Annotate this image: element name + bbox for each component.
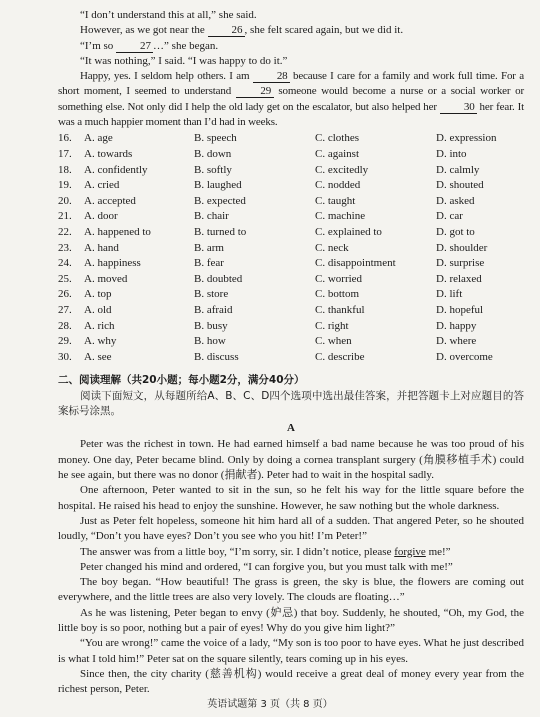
text: “I don’t understand this at all,” she said. [80, 9, 257, 21]
option-c: C. machine [315, 210, 366, 223]
option-d: D. lift [436, 288, 463, 301]
passage-paragraph: Peter changed his mind and ordered, “I can forgive you, but you must talk with me!” [80, 560, 453, 573]
option-b: B. fear [194, 257, 224, 270]
option-d: D. where [436, 335, 477, 348]
blank-26: 26 [208, 24, 245, 37]
option-a: A. hand [84, 241, 119, 254]
passage-paragraph [58, 545, 524, 560]
option-b: B. store [194, 288, 229, 301]
option-c: C. disappointment [315, 257, 396, 270]
question-number: 25. [58, 272, 72, 285]
option-row [58, 178, 524, 194]
blank-29: 29 [236, 85, 274, 98]
text: her fear. It was a much happier moment than I’d had in weeks. [58, 100, 524, 129]
blank-27: 27 [116, 40, 153, 53]
text: me!” [428, 545, 451, 558]
text: The answer was from a little boy, “I’m sorry, sir. I didn’t notice, please [80, 545, 392, 558]
passage-paragraph: Since then, the city charity (慈善机构) would receive a great deal of money every year from the richest person, Peter. [58, 667, 524, 696]
text: …” she began. [153, 39, 219, 52]
option-b: B. expected [194, 194, 246, 207]
option-row [58, 287, 524, 303]
option-d: D. got to [436, 225, 475, 238]
passage-paragraph: One afternoon, Peter wanted to sit in the sun, so he felt his way for the little square before the hospital. He raised his head to enjoy the sunshine. However, he saw nothing but the whole darkness. [58, 484, 524, 512]
option-d: D. calmly [436, 163, 480, 176]
question-number: 22. [58, 225, 72, 238]
question-number: 28. [58, 319, 72, 332]
option-d: D. expression [436, 132, 497, 145]
option-b: B. doubted [194, 272, 243, 285]
option-c: C. bottom [315, 288, 360, 301]
option-b: B. down [194, 147, 232, 160]
question-number: 29. [58, 335, 72, 348]
option-a: A. cried [84, 179, 120, 192]
option-a: A. happiness [84, 257, 141, 270]
option-a: A. old [84, 303, 112, 316]
text: , she felt scared again, but we did it. [244, 24, 404, 37]
option-c: C. neck [315, 241, 349, 254]
exam-page [58, 8, 524, 698]
question-number: 21. [58, 210, 72, 223]
question-number: 27. [58, 303, 72, 316]
option-c: C. explained to [315, 225, 382, 238]
option-a: A. happened to [84, 225, 151, 238]
text: because I care for a family and work full time. For a short moment, I seemed to understand [58, 70, 524, 98]
option-row [58, 241, 524, 257]
blank-30: 30 [440, 101, 477, 114]
passage-paragraph [58, 69, 524, 130]
option-a: A. rich [84, 319, 115, 332]
option-a: A. door [84, 210, 118, 223]
option-row [58, 272, 524, 288]
option-c: C. describe [315, 350, 365, 363]
option-d: D. hopeful [436, 303, 484, 316]
underlined-word: forgive [394, 545, 426, 558]
page-footer: 英语试题第 3 页（共 8 页） [207, 699, 333, 710]
question-number: 24. [58, 257, 72, 270]
passage-line [58, 8, 524, 23]
option-b: B. how [194, 335, 226, 348]
option-c: C. against [315, 147, 359, 160]
option-a: A. see [84, 350, 112, 363]
option-row [58, 350, 524, 366]
question-number: 20. [58, 194, 72, 207]
passage-paragraph: Peter was the richest in town. He had earned himself a bad name because he was too proud of his money. One day, Peter became blind. Only by doing a cornea transplant surgery (角膜移植手术) could he see again, but there was no donor (捐献者). Peter had to wait in the hospital sadly. [58, 438, 524, 482]
option-b: B. busy [194, 319, 228, 332]
option-d: D. into [436, 147, 467, 160]
option-row [58, 194, 524, 210]
option-b: B. speech [194, 132, 237, 145]
option-c: C. clothes [315, 132, 359, 145]
option-c: C. taught [315, 194, 356, 207]
option-d: D. car [436, 210, 463, 223]
passage-line [58, 54, 524, 69]
option-row [58, 225, 524, 241]
option-a: A. accepted [84, 194, 136, 207]
text: Happy, yes. I seldom help others. I am [80, 70, 250, 83]
passage-line [58, 23, 524, 38]
option-b: B. softly [194, 163, 232, 176]
text: “I’m so [80, 39, 114, 52]
section-instruction: 阅读下面短文，从每题所给A、B、C、D四个选项中选出最佳答案，并把答题卡上对应题目的答案标号涂黑。 [58, 389, 524, 417]
option-c: C. when [315, 335, 352, 348]
option-a: A. age [84, 132, 113, 145]
option-d: D. shouted [436, 179, 484, 192]
question-number: 19. [58, 179, 72, 192]
question-number: 18. [58, 163, 72, 176]
option-row [58, 147, 524, 163]
option-c: C. thankful [315, 303, 365, 316]
option-d: D. happy [436, 319, 477, 332]
option-b: B. discuss [194, 350, 239, 363]
text: someone would become a nurse or a social worker or something else. Not only did I help the old lady get on the escalator, but also helped her [58, 85, 524, 113]
option-c: C. right [315, 319, 349, 332]
option-b: B. afraid [194, 303, 233, 316]
option-row [58, 303, 524, 319]
cloze-options [58, 131, 524, 365]
passage-paragraph: As he was listening, Peter began to envy (妒忌) that boy. Suddenly, he shouted, “Oh, my God, the little boy is so poor, nothing but a pair of eyes! Why do you give him light?” [58, 606, 524, 635]
option-b: B. turned to [194, 225, 247, 238]
option-row [58, 163, 524, 179]
option-c: C. excitedly [315, 163, 369, 176]
option-d: D. shoulder [436, 241, 488, 254]
text: “It was nothing,” I said. “I was happy to do it.” [80, 54, 288, 67]
option-d: D. asked [436, 194, 475, 207]
option-c: C. nodded [315, 179, 361, 192]
reading-passage-a [58, 437, 524, 697]
question-number: 17. [58, 147, 72, 160]
option-d: D. overcome [436, 350, 493, 363]
option-c: C. worried [315, 272, 363, 285]
option-row [58, 256, 524, 272]
question-number: 23. [58, 241, 72, 254]
option-a: A. towards [84, 147, 133, 160]
option-b: B. laughed [194, 179, 242, 192]
question-number: 30. [58, 350, 72, 363]
option-a: A. moved [84, 272, 128, 285]
passage-paragraph: “You are wrong!” came the voice of a lady, “My son is too poor to have eyes. What he just described is what I told him!” Peter sat on the square silently, tears coming up in his eyes. [58, 637, 524, 665]
question-number: 26. [58, 288, 72, 301]
blank-28: 28 [253, 70, 290, 83]
option-b: B. arm [194, 241, 224, 254]
option-d: D. relaxed [436, 272, 482, 285]
option-row [58, 334, 524, 350]
option-row [58, 209, 524, 225]
option-a: A. confidently [84, 163, 148, 176]
text: However, as we got near the [80, 24, 205, 37]
passage-paragraph: The boy began. “How beautiful! The grass is green, the sky is blue, the flowers are coming out everywhere, and the little trees are also very lovely. The clouds are floating…” [58, 576, 524, 604]
question-number: 16. [58, 132, 72, 145]
section-heading: 二、阅读理解（共20小题；每小题2分，满分40分） [58, 374, 305, 387]
cloze-passage-end [58, 8, 524, 130]
option-b: B. chair [194, 210, 229, 223]
option-d: D. surprise [436, 257, 485, 270]
option-a: A. why [84, 335, 117, 348]
option-row [58, 319, 524, 335]
passage-line [58, 39, 524, 54]
passage-paragraph: Just as Peter felt hopeless, someone hit him hard all of a sudden. That angered Peter, so he shouted loudly, “Don’t you have eyes? Don’t you see who you hit! I’m Peter!” [58, 514, 524, 543]
option-row [58, 131, 524, 147]
passage-label: A [287, 422, 295, 435]
option-a: A. top [84, 288, 112, 301]
